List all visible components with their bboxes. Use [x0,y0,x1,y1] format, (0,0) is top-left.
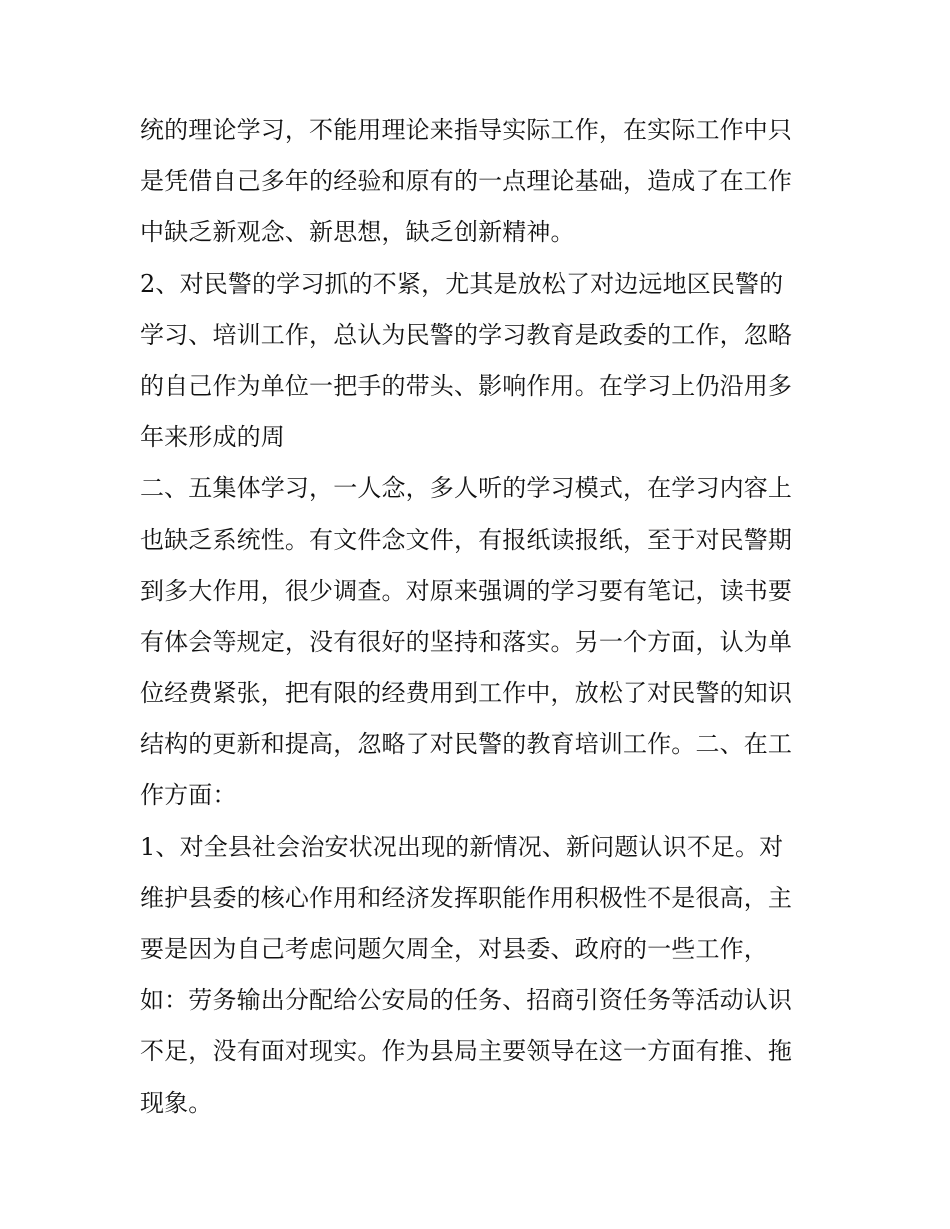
document-body [140,105,830,1129]
text-line: 统的理论学习，不能用理论来指导实际工作，在实际工作中只 [140,116,793,144]
text-line: 年来形成的周 [140,423,285,452]
text-line: 也缺乏系统性。有文件念文件，有报纸读报纸，至于对民警期 [140,525,793,554]
text-line: 学习、培训工作，总认为民警的学习教育是政委的工作，忽略 [140,320,793,349]
text-line: 如：劳务输出分配给公安局的任务、招商引资任务等活动认识 [140,986,793,1015]
text-line: 有体会等规定，没有很好的坚持和落实。另一个方面，认为单 [140,627,793,656]
text-line: 维护县委的核心作用和经济发挥职能作用积极性不是很高，主 [140,883,793,912]
text-line: 到多大作用，很少调查。对原来强调的学习要有笔记，读书要 [140,576,793,605]
text-line: 要是因为自己考虑问题欠周全，对县委、政府的一些工作， [140,935,768,963]
text-line: 不足，没有面对现实。作为县局主要领导在这一方面有推、拖 [140,1037,793,1066]
text-line: 二、五集体学习，一人念，多人听的学习模式，在学习内容上 [140,474,793,503]
text-line: 中缺乏新观念、新思想，缺乏创新精神。 [140,218,575,247]
text-line: 位经费紧张，把有限的经费用到工作中，放松了对民警的知识 [140,679,793,708]
text-line: 是凭借自己多年的经验和原有的一点理论基础，造成了在工作 [140,167,793,196]
text-line: 结构的更新和提高，忽略了对民警的教育培训工作。二、在工 [140,730,793,759]
text-line: 1、对全县社会治安状况出现的新情况、新问题认识不足。对 [140,832,784,861]
text-line: 作方面： [140,781,237,810]
text-line: 的自己作为单位一把手的带头、影响作用。在学习上仍沿用多 [140,371,793,400]
text-line: 现象。 [140,1088,213,1117]
text-line: 2、对民警的学习抓的不紧，尤其是放松了对边远地区民警的 [140,269,784,298]
